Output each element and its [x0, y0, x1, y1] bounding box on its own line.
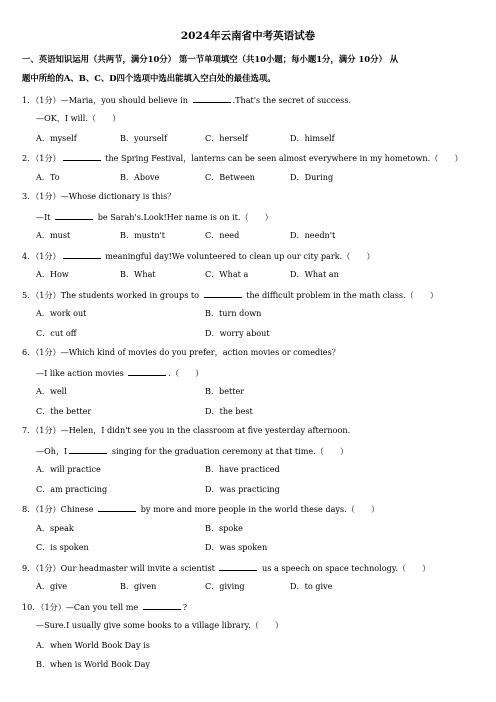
option: D．to give [290, 581, 333, 591]
option: C．herself [205, 133, 248, 143]
option: C．cut off [36, 328, 77, 338]
option: A．when World Book Day is [36, 640, 150, 650]
question-points: （1分） [35, 191, 61, 201]
question-2 [22, 152, 463, 164]
answer-blank [193, 94, 231, 103]
option: C．am practicing [36, 484, 108, 494]
option: D．the best [205, 406, 253, 416]
question-7-line-2 [36, 445, 348, 457]
question-text: ? [182, 602, 188, 612]
question-4 [22, 250, 375, 262]
question-text: us a speech on space technology.（ ） [262, 563, 431, 573]
question-number: 9． [22, 563, 36, 573]
question-points: （1分） [35, 347, 61, 357]
option: C．Between [205, 172, 255, 182]
option: B．spoke [205, 523, 243, 533]
question-6 [22, 347, 340, 358]
option: D．himself [290, 133, 335, 143]
option: B．when is World Book Day [36, 659, 150, 669]
question-number: 8． [22, 504, 36, 514]
option: C．the better [36, 406, 92, 416]
option: D．needn't [290, 230, 336, 240]
option: C．giving [205, 581, 245, 591]
option: A．must [36, 230, 71, 240]
question-number: 4． [22, 251, 36, 261]
question-points: （1分） [35, 251, 61, 261]
option: B．better [205, 386, 245, 396]
section-line-2: 题中所给的A、B、C、D四个选项中选出能填入空白处的最佳选项。 [22, 73, 276, 83]
option: C．What a [205, 269, 249, 279]
question-5 [22, 289, 438, 301]
question-number: 1． [22, 95, 36, 105]
option: A．To [36, 172, 60, 182]
question-number: 7． [22, 425, 36, 435]
answer-blank [98, 503, 136, 512]
exam-title: 2024年云南省中考英语试卷 [180, 30, 316, 42]
answer-blank [55, 211, 93, 220]
question-text: —Oh，I [36, 446, 68, 456]
answer-blank [63, 152, 101, 161]
option: D．was spoken [205, 542, 268, 552]
option: A．myself [36, 133, 77, 143]
option: A．How [36, 269, 69, 279]
question-text: The students worked in groups to [60, 290, 200, 300]
question-points: （1分） [35, 95, 61, 105]
question-7 [22, 425, 350, 436]
option: A．work out [36, 308, 87, 318]
option: B．Above [120, 172, 160, 182]
option: B．yourself [120, 133, 168, 143]
question-text: —It [36, 212, 51, 222]
question-8 [22, 503, 379, 515]
question-text: —Whose dictionary is this？ [60, 191, 176, 201]
question-1-reply: —OK，I will.（ ） [36, 113, 121, 123]
question-text: meaningful day!We volunteered to clean up our city park.（ ） [105, 251, 375, 261]
option: B．given [120, 581, 157, 591]
question-6-line-2 [36, 367, 203, 379]
question-text: —Maria，you should believe in [60, 95, 188, 105]
question-10 [22, 601, 187, 613]
answer-blank [219, 562, 257, 571]
question-points: （1分） [35, 425, 61, 435]
question-points: （1分） [35, 290, 61, 300]
option: D．was practicing [205, 484, 280, 494]
option: B．turn down [205, 308, 262, 318]
option: A．speak [36, 523, 74, 533]
question-text: —Which kind of movies do you prefer，action movies or comedies？ [60, 347, 340, 357]
question-points: （1分） [40, 602, 66, 612]
question-points: （1分） [35, 563, 61, 573]
option: A．give [36, 581, 68, 591]
question-text: .（ ） [168, 368, 204, 378]
option: C．is spoken [36, 542, 89, 552]
question-number: 10． [22, 602, 41, 612]
question-points: （1分） [35, 504, 61, 514]
question-text: the difficult problem in the math class.（ ） [246, 290, 438, 300]
answer-blank [128, 367, 166, 376]
section-line-1: 一、英语知识运用（共两节，满分10分） 第一节单项填空（共10小题；每小题1分，满分 10分） 从 [22, 54, 399, 64]
question-text: be Sarah's.Look!Her name is on it.（ ） [97, 212, 273, 222]
question-text: Chinese [60, 504, 94, 514]
option: B．What [120, 269, 156, 279]
question-9 [22, 562, 430, 574]
question-text: by more and more people in the world these days.（ ） [140, 504, 380, 514]
question-points: （1分） [35, 153, 61, 163]
option: A．will practice [36, 464, 101, 474]
option: D．During [290, 172, 334, 182]
question-text: .That's the secret of success. [232, 95, 352, 105]
option: D．worry about [205, 328, 270, 338]
question-number: 5． [22, 290, 36, 300]
answer-blank [69, 445, 107, 454]
question-3-line-2 [36, 211, 273, 223]
question-3 [22, 191, 175, 202]
question-text: —Helen，I didn't see you in the classroom at five yesterday afternoon. [60, 425, 351, 435]
answer-blank [143, 601, 181, 610]
option: C．need [205, 230, 240, 240]
option: B．mustn't [120, 230, 166, 240]
option: D．What an [290, 269, 339, 279]
question-text: —Can you tell me [65, 602, 139, 612]
question-number: 6． [22, 347, 36, 357]
question-text: Our headmaster will invite a scientist [60, 563, 215, 573]
question-number: 3． [22, 191, 36, 201]
question-number: 2． [22, 153, 36, 163]
answer-blank [204, 289, 242, 298]
question-10-reply: —Sure.I usually give some books to a village library.（ ） [36, 620, 284, 630]
question-1 [22, 94, 351, 106]
question-text: singing for the graduation ceremony at that time.（ ） [111, 446, 349, 456]
option: A．well [36, 386, 67, 396]
section-instructions [22, 50, 478, 88]
answer-blank [63, 250, 101, 259]
question-text: the Spring Festival，lanterns can be seen almost everywhere in my hometown.（ ） [105, 153, 463, 163]
question-text: —I like action movies [36, 368, 124, 378]
option: B．have practiced [205, 464, 280, 474]
